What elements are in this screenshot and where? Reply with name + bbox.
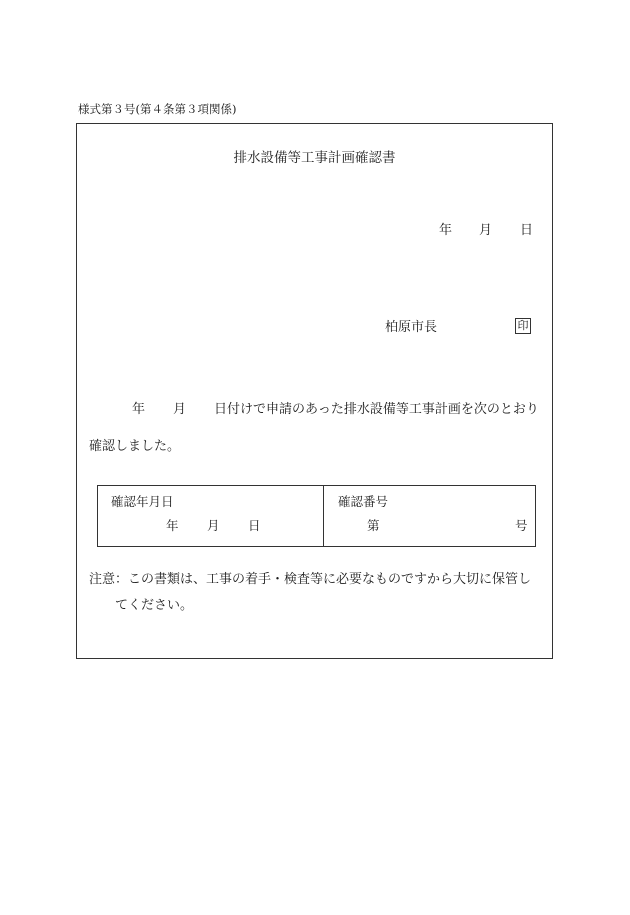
seal-mark: 印 (515, 318, 531, 334)
document-frame (76, 123, 553, 659)
confirmation-number-header: 確認番号 (338, 494, 389, 509)
confirmation-date-day: 日 (248, 518, 261, 533)
body-text-line2: 確認しました。 (89, 439, 181, 454)
issue-date-day: 日 (520, 223, 534, 238)
issue-date-year: 年 (439, 223, 453, 238)
body-year: 年 (132, 402, 146, 417)
issuer-name: 柏原市長 (385, 320, 438, 335)
confirmation-date-year: 年 (166, 518, 179, 533)
confirmation-table (97, 485, 536, 547)
body-month: 月 (173, 402, 187, 417)
confirmation-date-month: 月 (207, 518, 220, 533)
note-line2: てください。 (115, 598, 194, 613)
note-line1: 注意：この書類は、工事の着手・検査等に必要なものですから大切に保管し (89, 572, 532, 587)
issue-date-month: 月 (479, 223, 493, 238)
body-text-line1: 日付けで申請のあった排水設備等工事計画を次のとおり (214, 402, 539, 417)
confirmation-date-header: 確認年月日 (111, 494, 174, 509)
confirmation-number-prefix: 第 (367, 518, 380, 533)
confirmation-number-suffix: 号 (515, 518, 528, 533)
document-title: 排水設備等工事計画確認書 (233, 150, 396, 166)
table-divider (323, 486, 324, 546)
form-number-label: 様式第３号(第４条第３項関係) (78, 102, 237, 116)
